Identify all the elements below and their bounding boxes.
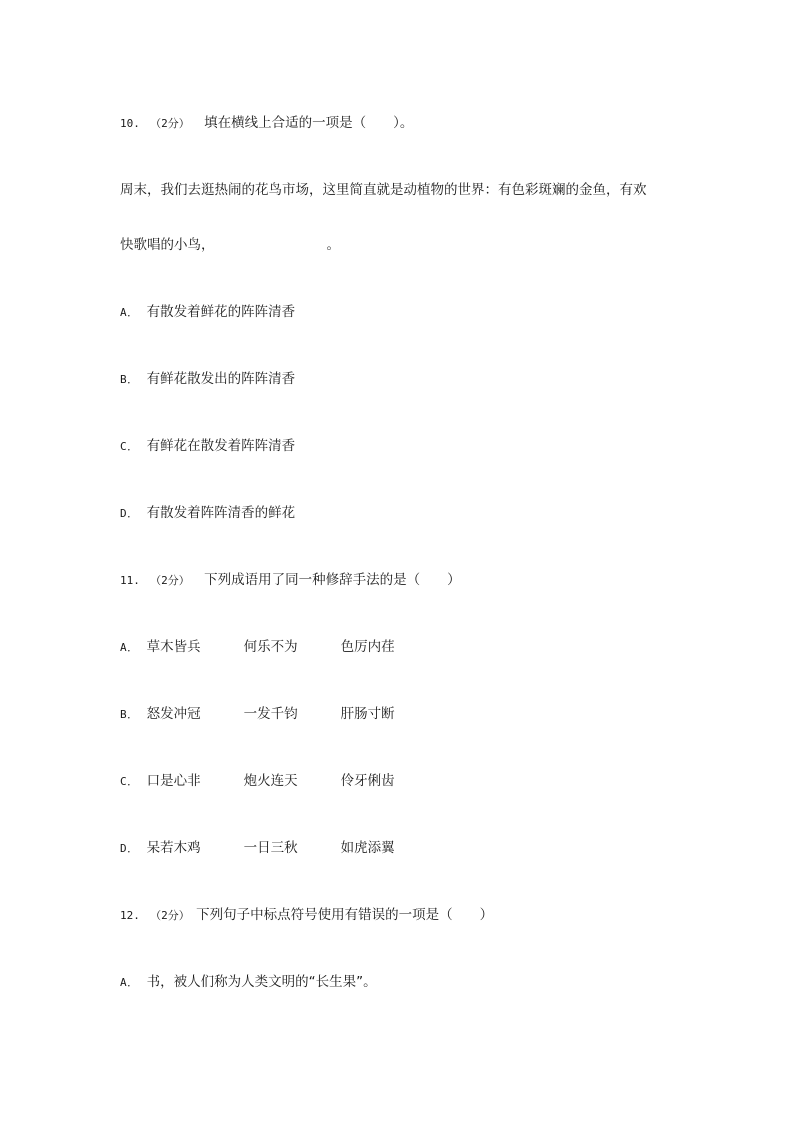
question-10-option-a (120, 303, 295, 322)
option-label: B． (120, 373, 139, 386)
question-10-passage-line-2 (120, 236, 340, 254)
question-score: （2分） (150, 117, 190, 130)
question-10-passage-line-1: 周末，我们去逛热闹的花鸟市场，这里简直就是动植物的世界：有色彩斑斓的金鱼，有欢 (120, 182, 647, 198)
question-10-option-c (120, 437, 295, 456)
option-text: 有散发着鲜花的阵阵清香 (146, 304, 296, 320)
question-score: （2分） (150, 909, 190, 922)
idiom: 怒发冲冠 (146, 706, 201, 722)
option-label: A． (120, 641, 139, 654)
option-label: C． (120, 775, 139, 788)
option-label: A． (120, 976, 139, 989)
idiom: 伶牙俐齿 (340, 773, 395, 789)
question-11-option-c (120, 772, 431, 791)
idiom: 一发千钧 (243, 706, 298, 722)
question-10-stem (120, 114, 413, 133)
idiom: 肝肠寸断 (340, 706, 395, 722)
question-10-option-b (120, 370, 295, 389)
idiom: 草木皆兵 (146, 639, 201, 655)
question-11-option-b (120, 705, 431, 724)
option-text: 书，被人们称为人类文明的“长生果”。 (146, 974, 377, 990)
passage-end-punctuation: 。 (326, 237, 340, 253)
option-text: 有鲜花散发出的阵阵清香 (146, 371, 296, 387)
question-10-option-d (120, 504, 295, 523)
question-11-option-a (120, 638, 431, 657)
question-text: 填在横线上合适的一项是（ ）。 (204, 115, 414, 131)
option-text: 有散发着阵阵清香的鲜花 (146, 505, 296, 521)
idiom: 呆若木鸡 (146, 840, 201, 856)
idiom: 如虎添翼 (340, 840, 395, 856)
question-number: 11. (120, 574, 140, 587)
idiom: 炮火连天 (243, 773, 298, 789)
idiom: 色厉内荏 (340, 639, 395, 655)
question-11-option-d (120, 839, 431, 858)
passage-text: 快歌唱的小鸟， (120, 237, 215, 253)
question-number: 12. (120, 909, 140, 922)
option-label: B． (120, 708, 139, 721)
question-12-stem (120, 906, 493, 925)
question-text: 下列句子中标点符号使用有错误的一项是（ ） (196, 907, 494, 923)
option-text: 有鲜花在散发着阵阵清香 (146, 438, 296, 454)
question-11-stem (120, 571, 461, 590)
question-12-option-a (120, 973, 377, 992)
idiom: 何乐不为 (243, 639, 298, 655)
option-label: D． (120, 507, 139, 520)
option-label: C． (120, 440, 139, 453)
question-number: 10. (120, 117, 140, 130)
question-text: 下列成语用了同一种修辞手法的是（ ） (204, 572, 461, 588)
idiom: 一日三秋 (243, 840, 298, 856)
option-label: D． (120, 842, 139, 855)
option-label: A． (120, 306, 139, 319)
question-score: （2分） (150, 574, 190, 587)
idiom: 口是心非 (146, 773, 201, 789)
